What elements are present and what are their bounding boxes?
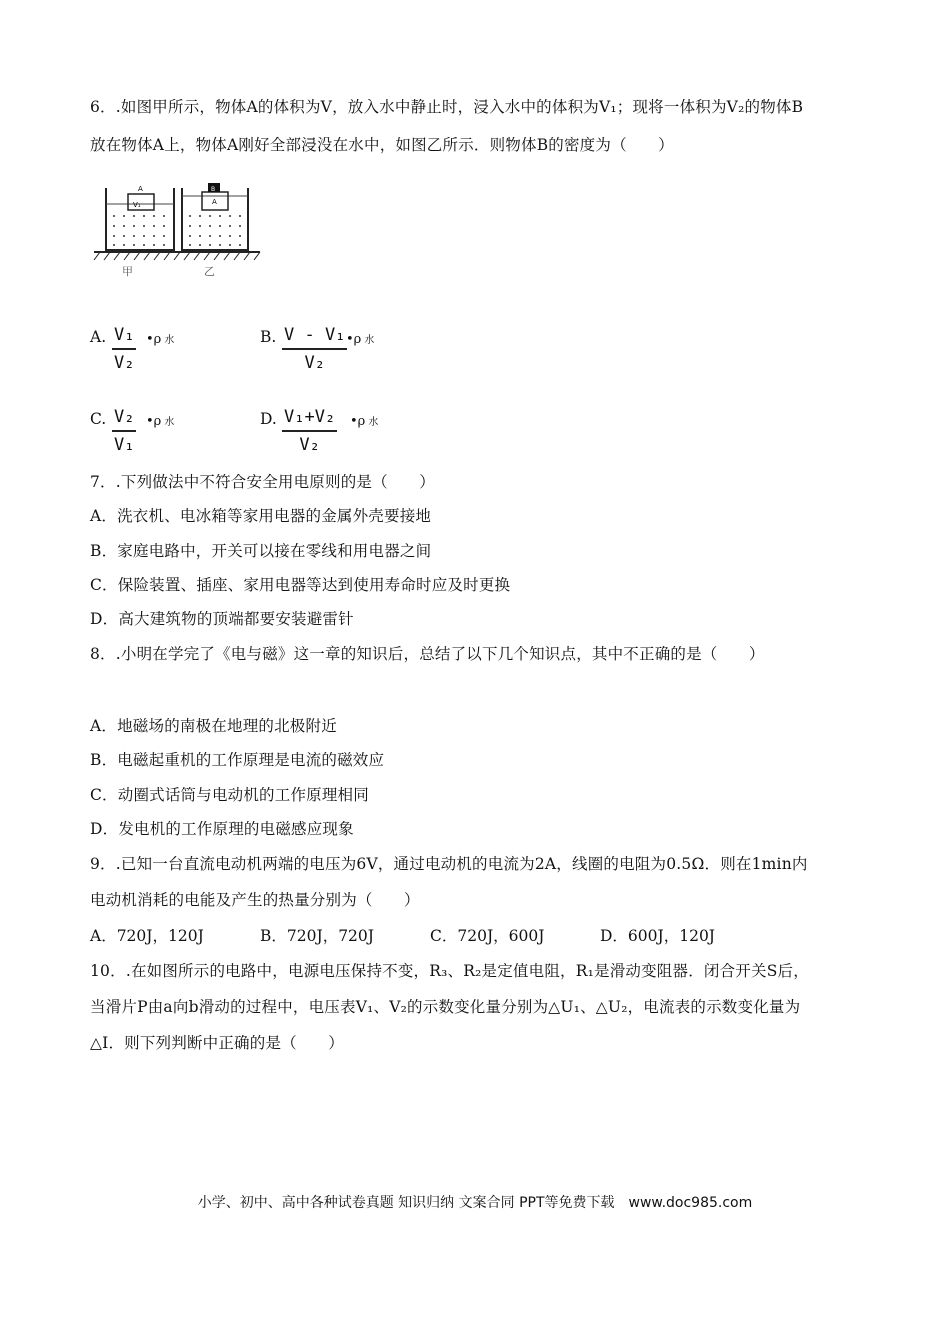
rho-symbol: •ρ bbox=[146, 332, 162, 347]
q10-stem-line1: 10．.在如图所示的电路中，电源电压保持不变，R₃、R₂是定值电阻，R₁是滑动变阻器．闭合开关S后， bbox=[90, 962, 809, 980]
q9-option-d: D．600J，120J bbox=[600, 927, 716, 945]
q6-option-d-numerator: V₁+V₂ bbox=[284, 407, 336, 427]
rho-symbol: •ρ bbox=[146, 414, 162, 429]
q6-option-d-rho bbox=[350, 413, 378, 429]
q6-stem-line2: 放在物体A上，物体A刚好全部浸没在水中，如图乙所示．则物体B的密度为（ ） bbox=[90, 136, 674, 154]
q7-option-c: C．保险装置、插座、家用电器等达到使用寿命时应及时更换 bbox=[90, 576, 511, 594]
q8-option-d: D．发电机的工作原理的电磁感应现象 bbox=[90, 820, 354, 838]
q9-stem-line1: 9．.已知一台直流电动机两端的电压为6V，通过电动机的电流为2A，线圈的电阻为0.5Ω．则在1min内 bbox=[90, 855, 808, 873]
q6-option-b-numerator: V - V₁ bbox=[284, 325, 346, 345]
beaker-diagram bbox=[92, 178, 262, 278]
q10-stem-line3: △I．则下列判断中正确的是（ ） bbox=[90, 1034, 344, 1052]
block-b-label: B bbox=[211, 186, 216, 193]
figure-label-left: 甲 bbox=[122, 265, 133, 278]
q6-option-b-fraction bbox=[282, 325, 347, 373]
q8-stem: 8．.小明在学完了《电与磁》这一章的知识后，总结了以下几个知识点，其中不正确的是（ ） bbox=[90, 645, 765, 663]
water-subscript: 水 bbox=[364, 335, 375, 346]
q7-stem: 7．.下列做法中不符合安全用电原则的是（ ） bbox=[90, 473, 435, 491]
water-subscript: 水 bbox=[164, 417, 175, 428]
q6-option-d-letter: D. bbox=[260, 410, 277, 428]
q6-option-b-rho bbox=[346, 331, 374, 347]
q6-option-d-fraction bbox=[282, 407, 337, 455]
q6-option-b-letter: B. bbox=[260, 328, 277, 346]
rho-symbol: •ρ bbox=[350, 414, 366, 429]
block-a-label-left: A bbox=[138, 185, 143, 193]
q6-option-c-fraction bbox=[112, 407, 136, 455]
q6-option-a-letter: A. bbox=[90, 328, 107, 346]
q6-option-b-denominator: V₂ bbox=[304, 352, 325, 373]
rho-symbol: •ρ bbox=[346, 332, 362, 347]
q10-stem-line2: 当滑片P由a向b滑动的过程中，电压表V₁、V₂的示数变化量分别为△U₁、△U₂，电流表的示数变化量为 bbox=[90, 998, 801, 1016]
q7-option-b: B．家庭电路中，开关可以接在零线和用电器之间 bbox=[90, 542, 432, 560]
page-footer: 小学、初中、高中各种试卷真题 知识归纳 文案合同 PPT等免费下载 www.doc985.com bbox=[197, 1195, 753, 1211]
q6-option-a-bar bbox=[112, 348, 136, 350]
q9-option-a: A．720J，120J bbox=[90, 927, 204, 945]
water-subscript: 水 bbox=[368, 417, 379, 428]
q9-option-c: C．720J，600J bbox=[430, 927, 545, 945]
q8-option-b: B．电磁起重机的工作原理是电流的磁效应 bbox=[90, 751, 385, 769]
q6-option-c-denominator: V₁ bbox=[114, 434, 135, 455]
figure-label-right: 乙 bbox=[204, 265, 215, 278]
q6-option-c-letter: C. bbox=[90, 410, 107, 428]
q6-option-a-denominator: V₂ bbox=[114, 352, 135, 373]
q6-figure bbox=[92, 178, 262, 278]
q6-stem-line1: 6．.如图甲所示，物体A的体积为V，放入水中静止时，浸入水中的体积为V₁；现将一体积为V₂的物体B bbox=[90, 98, 804, 116]
q9-option-b: B．720J，720J bbox=[260, 927, 374, 945]
q7-option-d: D．高大建筑物的顶端都要安装避雷针 bbox=[90, 610, 354, 628]
v1-label: V₁ bbox=[133, 201, 141, 209]
q6-option-a-fraction bbox=[112, 325, 136, 373]
q6-option-d-denominator: V₂ bbox=[299, 434, 320, 455]
water-subscript: 水 bbox=[164, 335, 175, 346]
q6-option-a-rho bbox=[146, 331, 174, 347]
q8-option-a: A．地磁场的南极在地理的北极附近 bbox=[90, 717, 337, 735]
q6-option-d-bar bbox=[282, 430, 337, 432]
q8-option-c: C．动圈式话筒与电动机的工作原理相同 bbox=[90, 786, 369, 804]
q6-option-c-rho bbox=[146, 413, 174, 429]
q7-option-a: A．洗衣机、电冰箱等家用电器的金属外壳要接地 bbox=[90, 507, 432, 525]
q6-option-c-numerator: V₂ bbox=[114, 407, 135, 427]
q6-option-a-numerator: V₁ bbox=[114, 325, 135, 345]
q9-stem-line2: 电动机消耗的电能及产生的热量分别为（ ） bbox=[90, 891, 420, 909]
q6-option-b-bar bbox=[282, 348, 347, 350]
block-a-label-right: A bbox=[212, 198, 217, 206]
q6-option-c-bar bbox=[112, 430, 136, 432]
